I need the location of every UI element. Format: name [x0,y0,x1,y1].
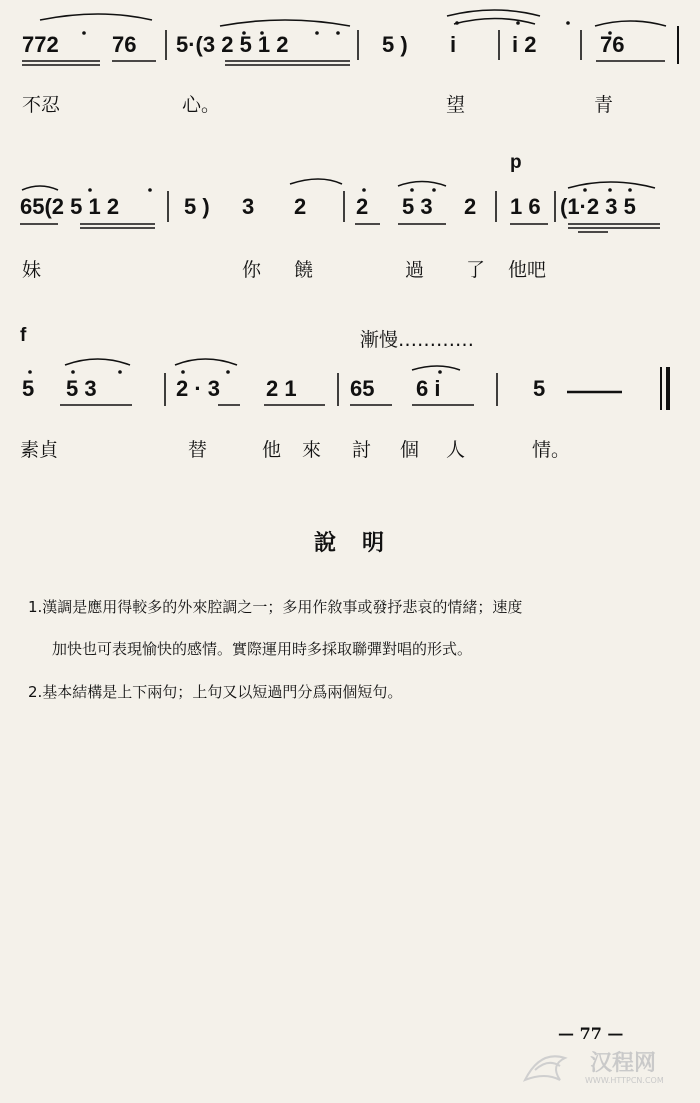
lyric-row3-6: 個 [400,439,420,461]
score-row2-note-4: 2 [294,194,307,219]
note-line-3: 2.基本結構是上下兩句；上句又以短過門分爲兩個短句。 [28,683,403,701]
lyric-row3-2: 替 [188,439,208,461]
dynamic-marking-f: f [20,325,27,346]
watermark-url: WWW.HTTPCN.COM [585,1076,664,1085]
watermark-brand: 汉程网 [590,1051,657,1076]
score-row3-note-4: 2 1 [266,376,297,401]
lyric-row3-8: 情。 [532,439,571,461]
tempo-marking: 漸慢………… [360,329,475,351]
score-row1-note-4: 5 ) [382,32,408,57]
lyric-row3-1: 素貞 [20,439,59,461]
lyric-row3-5: 討 [352,439,372,461]
lyric-row3-3: 他 [262,439,282,461]
score-row1-note-3: 5·(3 2 5 1 2 [176,32,289,57]
note-line-1: 1.漢調是應用得較多的外來腔調之一；多用作敘事或發抒悲哀的情緒；速度 [28,598,523,616]
score-row3-note-3: 2 · 3 [176,376,221,401]
lyric-row1-2: 心。 [182,94,221,116]
score-row1-note-2: 76 [112,32,137,57]
lyric-row2-1: 妹 [22,259,42,281]
score-row3-note-7: 5 [533,376,546,401]
lyric-row1-3: 望 [446,94,466,116]
lyric-row1-1: 不忍 [22,94,61,116]
lyric-row1-4: 青 [594,94,614,116]
lyric-row2-4: 過 [405,259,425,281]
score-row2-note-3: 3 [242,194,255,219]
score-row1-note-5: i [450,32,457,57]
note-line-2: 加快也可表現愉快的感情。實際運用時多採取聯彈對唱的形式。 [52,640,473,658]
page-number: — 77 — [558,1024,624,1043]
score-row3-note-5: 65 [350,376,375,401]
watermark-logo-icon [520,1040,580,1090]
score-row2-note-2: 5 ) [184,194,210,219]
lyric-row3-4: 來 [302,439,322,461]
lyric-row2-3: 饒 [294,259,314,281]
score-row3-note-2: 5 3 [66,376,97,401]
lyric-row2-2: 你 [242,259,262,281]
score-row3-note-1: 5 [22,376,35,401]
lyric-row2-5: 了 [466,259,486,281]
score-row2-note-5: 2 [356,194,369,219]
lyric-row2-6: 他吧 [508,259,547,281]
score-row2-note-1: 65(2 5 1 2 [20,194,120,219]
score-row2-note-8: 1 6 [510,194,541,219]
score-row3-note-6: 6 i [416,376,441,401]
section-title: 說 明 [313,531,386,556]
score-row2-note-7: 2 [464,194,477,219]
dynamic-marking-p: p [510,152,522,173]
score-row2-note-6: 5 3 [402,194,433,219]
score-row2-note-9: (1·2 3 5 [560,194,636,219]
score-row1-note-7: 76 [600,32,625,57]
lyric-row3-7: 人 [446,439,466,461]
score-row1-note-6: i 2 [512,32,537,57]
score-row1-note-1: 772 [22,32,59,57]
